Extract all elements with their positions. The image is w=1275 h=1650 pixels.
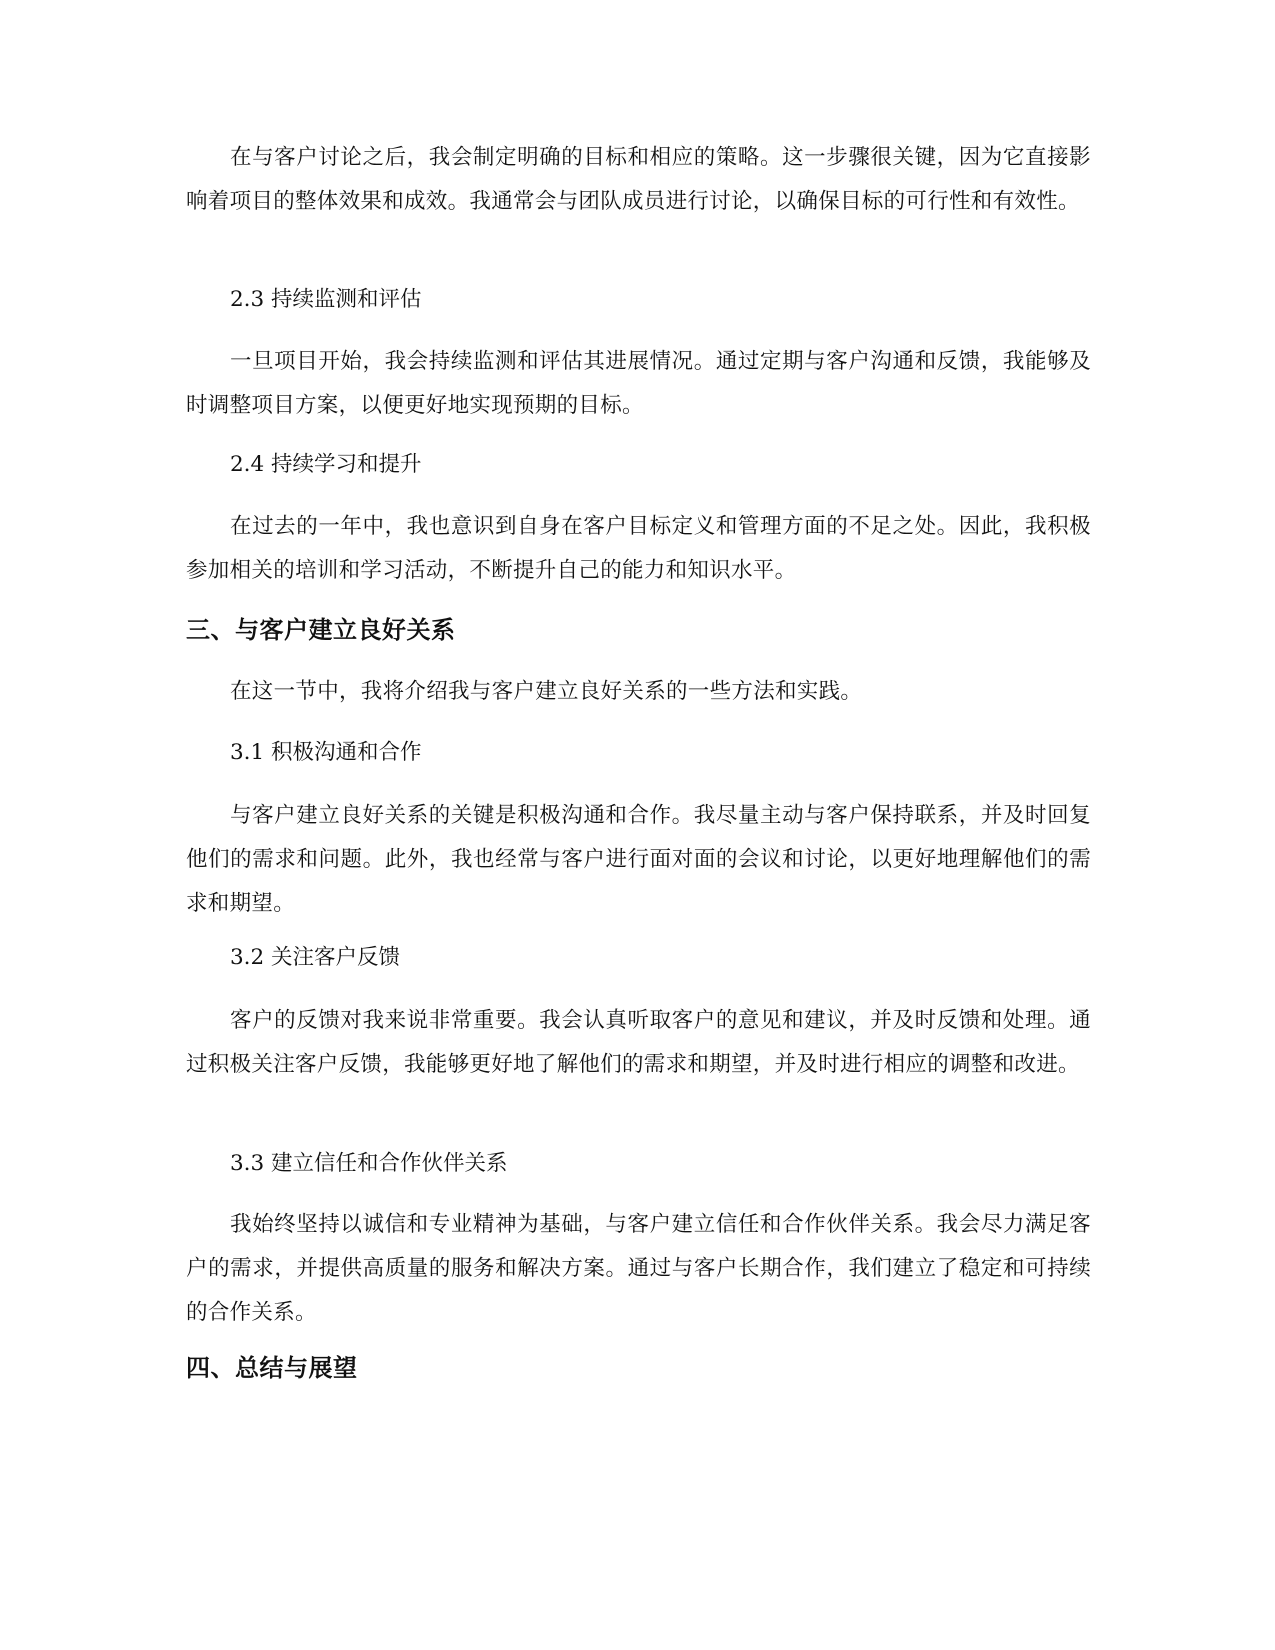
- paragraph-section-3-intro: 在这一节中，我将介绍我与客户建立良好关系的一些方法和实践。: [230, 679, 863, 704]
- paragraph-communication: 与客户建立良好关系的关键是积极沟通和合作。我尽量主动与客户保持联系，并及时回复他们的需求和问题。此外，我也经常与客户进行面对面的会议和讨论，以更好地理解他们的需求和期望。: [186, 803, 1091, 916]
- subheading-3-3: 3.3 建立信任和合作伙伴关系: [230, 1151, 508, 1176]
- paragraph-trust: 我始终坚持以诚信和专业精神为基础，与客户建立信任和合作伙伴关系。我会尽力满足客户的需求，并提供高质量的服务和解决方案。通过与客户长期合作，我们建立了稳定和可持续的合作关系。: [186, 1212, 1091, 1325]
- paragraph-goal-setting: 在与客户讨论之后，我会制定明确的目标和相应的策略。这一步骤很关键，因为它直接影响着项目的整体效果和成效。我通常会与团队成员进行讨论，以确保目标的可行性和有效性。: [186, 145, 1091, 214]
- subheading-3-2: 3.2 关注客户反馈: [230, 945, 401, 970]
- section-heading-4: 四、总结与展望: [186, 1354, 358, 1382]
- paragraph-feedback: 客户的反馈对我来说非常重要。我会认真听取客户的意见和建议，并及时反馈和处理。通过积极关注客户反馈，我能够更好地了解他们的需求和期望，并及时进行相应的调整和改进。: [186, 1008, 1091, 1077]
- section-heading-3: 三、与客户建立良好关系: [186, 616, 456, 644]
- paragraph-learning: 在过去的一年中，我也意识到自身在客户目标定义和管理方面的不足之处。因此，我积极参加相关的培训和学习活动，不断提升自己的能力和知识水平。: [186, 514, 1091, 583]
- subheading-2-3: 2.3 持续监测和评估: [230, 287, 422, 312]
- paragraph-monitoring: 一旦项目开始，我会持续监测和评估其进展情况。通过定期与客户沟通和反馈，我能够及时调整项目方案，以便更好地实现预期的目标。: [186, 349, 1091, 418]
- subheading-2-4: 2.4 持续学习和提升: [230, 452, 422, 477]
- subheading-3-1: 3.1 积极沟通和合作: [230, 740, 422, 765]
